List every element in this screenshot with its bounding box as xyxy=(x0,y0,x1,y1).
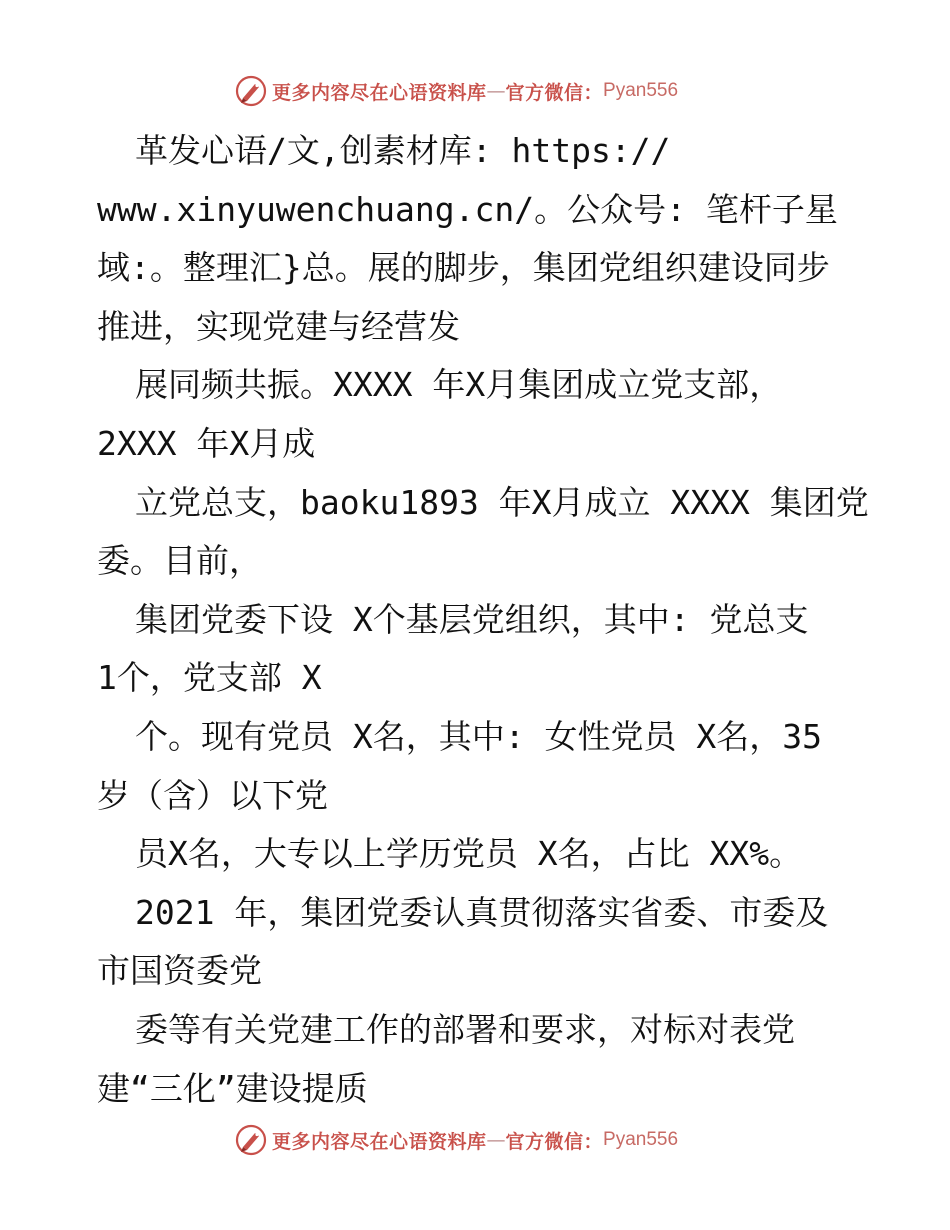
pen-logo-icon xyxy=(234,1123,268,1157)
text-line: 委。目前， xyxy=(97,541,262,581)
watermark-label: 官方微信： xyxy=(505,1130,604,1153)
text-line: 2021 年，集团党委认真贯彻落实省委、市委及 xyxy=(135,892,829,932)
text-line: 2XXX 年X月成 xyxy=(97,423,316,463)
text-line: 委等有关党建工作的部署和要求，对标对表党 xyxy=(135,1009,795,1049)
text-line: 个。现有党员 X名，其中: 女性党员 X名，35 xyxy=(135,716,822,756)
watermark-dash: — xyxy=(486,80,506,102)
text-line: 集团党委下设 X个基层党组织，其中: 党总支 xyxy=(135,599,809,639)
text-line: 推进，实现党建与经营发 xyxy=(97,306,460,346)
text-line: www.xinyuwenchuang.cn/。公众号: 笔杆子星 xyxy=(97,189,838,229)
text-line: 员X名，大专以上学历党员 X名，占比 XX%。 xyxy=(135,834,803,874)
text-line: 1个，党支部 X xyxy=(97,658,322,698)
text-line: 建“三化”建设提质 xyxy=(97,1068,368,1108)
watermark-handle: Pyan556 xyxy=(603,80,679,101)
watermark-text: 更多内容尽在心语资料库 xyxy=(272,1130,487,1153)
text-line: 岁（含）以下党 xyxy=(97,775,328,815)
footer-watermark xyxy=(234,1122,714,1158)
watermark-dash: — xyxy=(486,1129,506,1151)
text-line: 市国资委党 xyxy=(97,951,262,991)
watermark-label: 官方微信： xyxy=(505,81,604,104)
text-line: 域:。整理汇}总。展的脚步，集团党组织建设同步 xyxy=(97,248,830,288)
header-watermark xyxy=(234,73,714,109)
text-line: 展同频共振。XXXX 年X月集团成立党支部， xyxy=(135,365,783,405)
watermark-handle: Pyan556 xyxy=(603,1129,679,1150)
document-body xyxy=(97,122,869,1118)
text-line: 革发心语/文,创素材库: https:// xyxy=(135,131,671,170)
pen-logo-icon xyxy=(234,74,268,108)
text-line: 立党总支，baoku1893 年X月成立 XXXX 集团党 xyxy=(135,482,869,522)
watermark-text: 更多内容尽在心语资料库 xyxy=(272,81,487,104)
